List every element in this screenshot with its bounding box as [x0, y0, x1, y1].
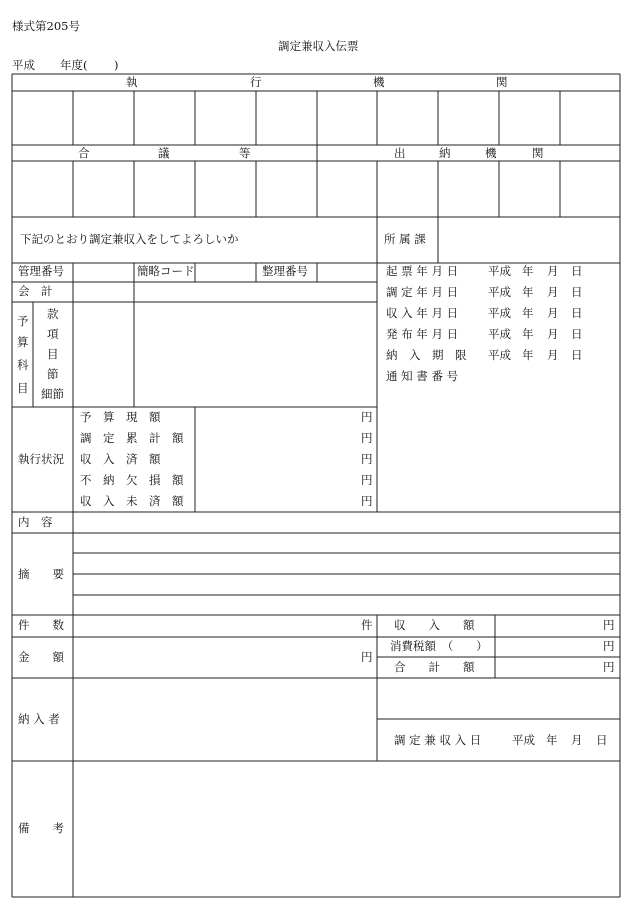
exec-row-4: 不 納 欠 損 額: [80, 473, 184, 487]
date-y-3: 年: [522, 306, 534, 320]
treasury-char-4: 関: [532, 146, 544, 160]
abbr-code-label: 簡略コード: [137, 264, 195, 278]
exec-unit-3: 円: [361, 452, 373, 466]
date-label-5: 納 入 期 限: [386, 348, 467, 362]
exec-agency-char-1: 執: [126, 75, 138, 89]
date-era-1: 平成: [488, 264, 511, 278]
consult-char-1: 合: [78, 146, 90, 160]
summary-label: 摘 要: [18, 567, 64, 581]
exec-agency-char-4: 関: [496, 75, 508, 89]
form-number: 様式第205号: [12, 19, 80, 33]
date-d-3: 日: [571, 306, 583, 320]
notice-no-label: 通 知 書 番 号: [386, 369, 459, 383]
date-label-3: 収 入 年 月 日: [386, 306, 459, 320]
exec-agency-char-2: 行: [250, 75, 262, 89]
count-unit: 件: [361, 618, 373, 632]
date-y-2: 年: [522, 285, 534, 299]
assessment-d: 日: [596, 733, 608, 747]
date-m-1: 月: [547, 264, 559, 278]
budget-level-2: 項: [47, 327, 59, 341]
consult-char-2: 議: [158, 146, 170, 160]
date-m-5: 月: [547, 348, 559, 362]
amount-unit: 円: [361, 650, 373, 664]
approval-question: 下記のとおり調定兼収入をしてよろしいか: [20, 232, 239, 246]
accounting-label: 会 計: [18, 284, 53, 298]
exec-row-1: 予 算 現 額: [80, 410, 161, 424]
date-m-3: 月: [547, 306, 559, 320]
assessment-era: 平成: [512, 733, 535, 747]
date-era-4: 平成: [488, 327, 511, 341]
income-tax-label: 消費税額 （ ）: [390, 639, 488, 653]
income-total-label: 合 計 額: [394, 660, 475, 674]
amount-label: 金 額: [18, 650, 64, 664]
remarks-label: 備 考: [18, 821, 64, 835]
income-received-label: 収 入 額: [394, 618, 475, 632]
budget-side-3: 科: [17, 358, 29, 372]
management-no-label: 管理番号: [18, 264, 64, 278]
payer-label: 納 入 者: [18, 712, 60, 726]
exec-row-5: 収 入 未 済 額: [80, 494, 184, 508]
fiscal-year-label: 年度(: [60, 58, 88, 72]
income-unit-3: 円: [603, 660, 615, 674]
ref-no-label: 整理番号: [262, 264, 308, 278]
date-era-5: 平成: [488, 348, 511, 362]
budget-side-2: 算: [17, 335, 29, 349]
date-d-1: 日: [571, 264, 583, 278]
department-label: 所 属 課: [384, 232, 426, 246]
date-m-4: 月: [547, 327, 559, 341]
execution-label: 執行状況: [18, 452, 64, 466]
exec-unit-4: 円: [361, 473, 373, 487]
date-y-4: 年: [522, 327, 534, 341]
date-d-5: 日: [571, 348, 583, 362]
fiscal-year-close: ): [114, 58, 119, 72]
date-era-2: 平成: [488, 285, 511, 299]
treasury-char-3: 機: [485, 146, 497, 160]
treasury-char-1: 出: [394, 146, 406, 160]
budget-level-4: 節: [47, 367, 59, 381]
income-unit-2: 円: [603, 639, 615, 653]
count-label: 件 数: [18, 618, 64, 632]
budget-level-1: 款: [47, 307, 59, 321]
consult-char-3: 等: [239, 146, 251, 160]
date-y-1: 年: [522, 264, 534, 278]
assessment-m: 月: [571, 733, 583, 747]
date-m-2: 月: [547, 285, 559, 299]
date-label-1: 起 票 年 月 日: [386, 264, 459, 278]
exec-unit-1: 円: [361, 410, 373, 424]
exec-row-2: 調 定 累 計 額: [80, 431, 184, 445]
date-label-2: 調 定 年 月 日: [386, 285, 459, 299]
income-unit-1: 円: [603, 618, 615, 632]
treasury-char-2: 納: [439, 146, 451, 160]
budget-side-1: 予: [17, 314, 29, 328]
contents-label: 内 容: [18, 515, 53, 529]
date-d-4: 日: [571, 327, 583, 341]
fiscal-era: 平成: [12, 58, 35, 72]
date-era-3: 平成: [488, 306, 511, 320]
form-title: 調定兼収入伝票: [278, 39, 359, 53]
date-y-5: 年: [522, 348, 534, 362]
budget-level-5: 細節: [41, 387, 64, 401]
date-d-2: 日: [571, 285, 583, 299]
assessment-date-label: 調 定 兼 収 入 日: [394, 733, 482, 747]
exec-unit-5: 円: [361, 494, 373, 508]
exec-row-3: 収 入 済 額: [80, 452, 161, 466]
exec-agency-char-3: 機: [373, 75, 385, 89]
assessment-y: 年: [546, 733, 558, 747]
date-label-4: 発 布 年 月 日: [386, 327, 459, 341]
exec-unit-2: 円: [361, 431, 373, 445]
budget-side-4: 目: [17, 381, 29, 395]
budget-level-3: 目: [47, 347, 59, 361]
